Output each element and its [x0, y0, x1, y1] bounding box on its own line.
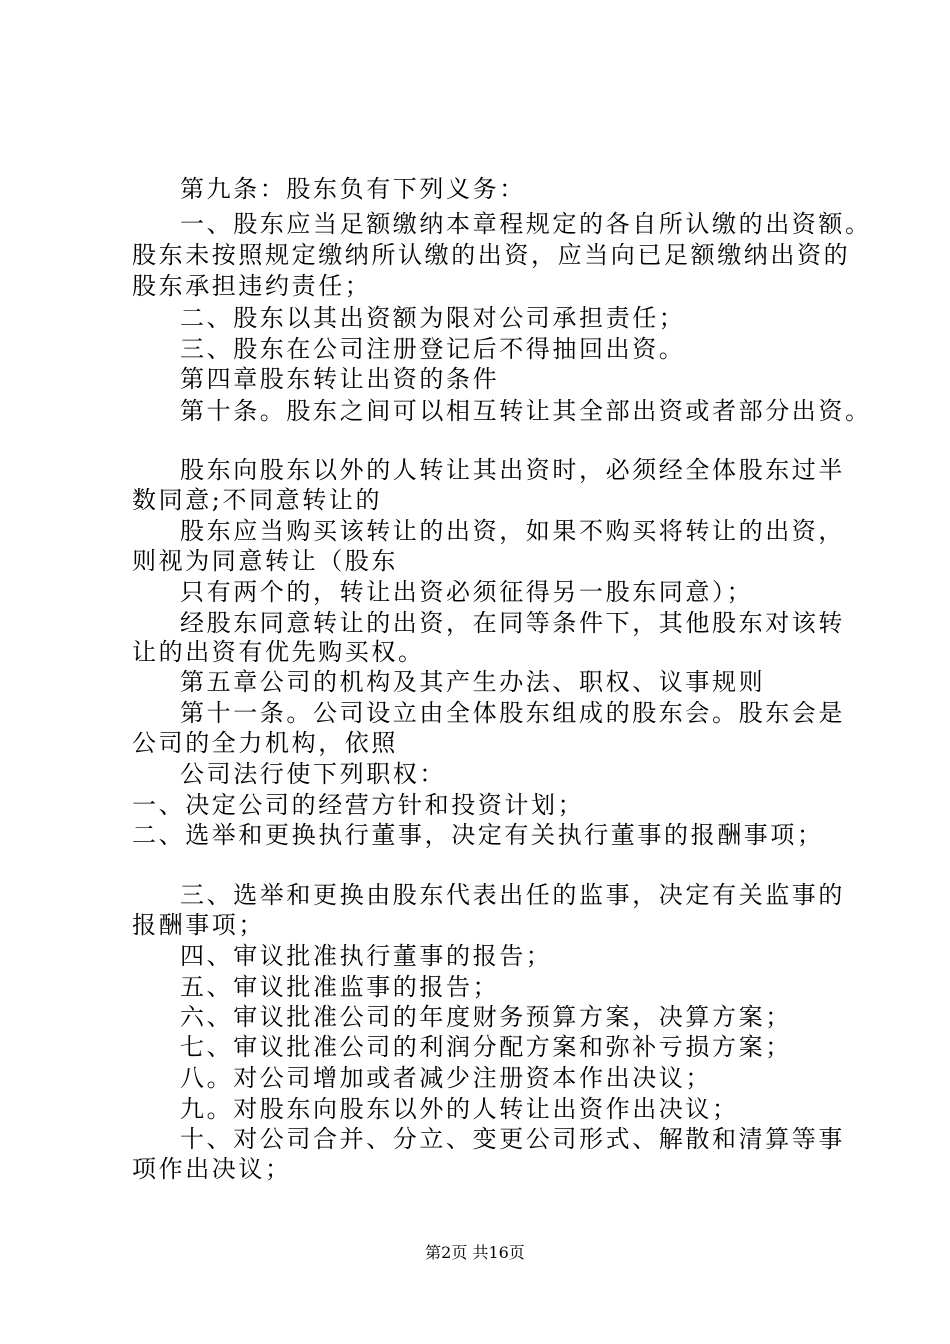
paragraph-line: 第十一条。公司设立由全体股东组成的股东会。股东会是	[180, 699, 845, 727]
paragraph-line: 让的出资有优先购买权。	[132, 638, 425, 666]
paragraph-line: 经股东同意转让的出资，在同等条件下，其他股东对该转	[180, 609, 845, 637]
paragraph-line: 八。对公司增加或者减少注册资本作出决议；	[180, 1064, 712, 1092]
paragraph-line: 股东应当购买该转让的出资，如果不购买将转让的出资，	[180, 517, 845, 545]
chapter-heading: 第四章股东转让出资的条件	[180, 365, 500, 393]
page-footer: 第2页 共16页	[425, 1243, 525, 1262]
paragraph-line: 第九条：股东负有下列义务：	[180, 175, 526, 203]
paragraph-line: 九。对股东向股东以外的人转让出资作出决议；	[180, 1095, 739, 1123]
paragraph-line: 项作出决议；	[132, 1155, 292, 1183]
paragraph-line: 一、股东应当足额缴纳本章程规定的各自所认缴的出资额。	[180, 210, 872, 238]
paragraph-line: 三、股东在公司注册登记后不得抽回出资。	[180, 335, 686, 363]
paragraph-line: 一、决定公司的经营方针和投资计划；	[132, 791, 585, 819]
paragraph-line: 第十条。股东之间可以相互转让其全部出资或者部分出资。	[180, 397, 872, 425]
paragraph-line: 公司法行使下列职权：	[180, 760, 446, 788]
paragraph-line: 只有两个的，转让出资必须征得另一股东同意）；	[180, 578, 754, 606]
paragraph-line: 则视为同意转让（股东	[132, 547, 398, 575]
paragraph-line: 三、选举和更换由股东代表出任的监事，决定有关监事的	[180, 881, 845, 909]
paragraph-line: 股东未按照规定缴纳所认缴的出资，应当向已足额缴纳出资的	[132, 241, 851, 269]
paragraph-line: 报酬事项；	[132, 911, 265, 939]
paragraph-line: 数同意;不同意转让的	[132, 486, 383, 514]
paragraph-line: 股东承担违约责任；	[132, 272, 372, 300]
paragraph-line: 二、股东以其出资额为限对公司承担责任；	[180, 304, 686, 332]
paragraph-line: 公司的全力机构，依照	[132, 729, 398, 757]
paragraph-line: 六、审议批准公司的年度财务预算方案，决算方案；	[180, 1003, 792, 1031]
paragraph-line: 股东向股东以外的人转让其出资时，必须经全体股东过半	[180, 456, 845, 484]
paragraph-line: 五、审议批准监事的报告；	[180, 973, 500, 1001]
paragraph-line: 十、对公司合并、分立、变更公司形式、解散和清算等事	[180, 1125, 845, 1153]
paragraph-line: 七、审议批准公司的利润分配方案和弥补亏损方案；	[180, 1033, 792, 1061]
chapter-heading: 第五章公司的机构及其产生办法、职权、议事规则	[180, 668, 766, 696]
paragraph-line: 二、选举和更换执行董事，决定有关执行董事的报酬事项；	[132, 821, 824, 849]
paragraph-line: 四、审议批准执行董事的报告；	[180, 942, 553, 970]
